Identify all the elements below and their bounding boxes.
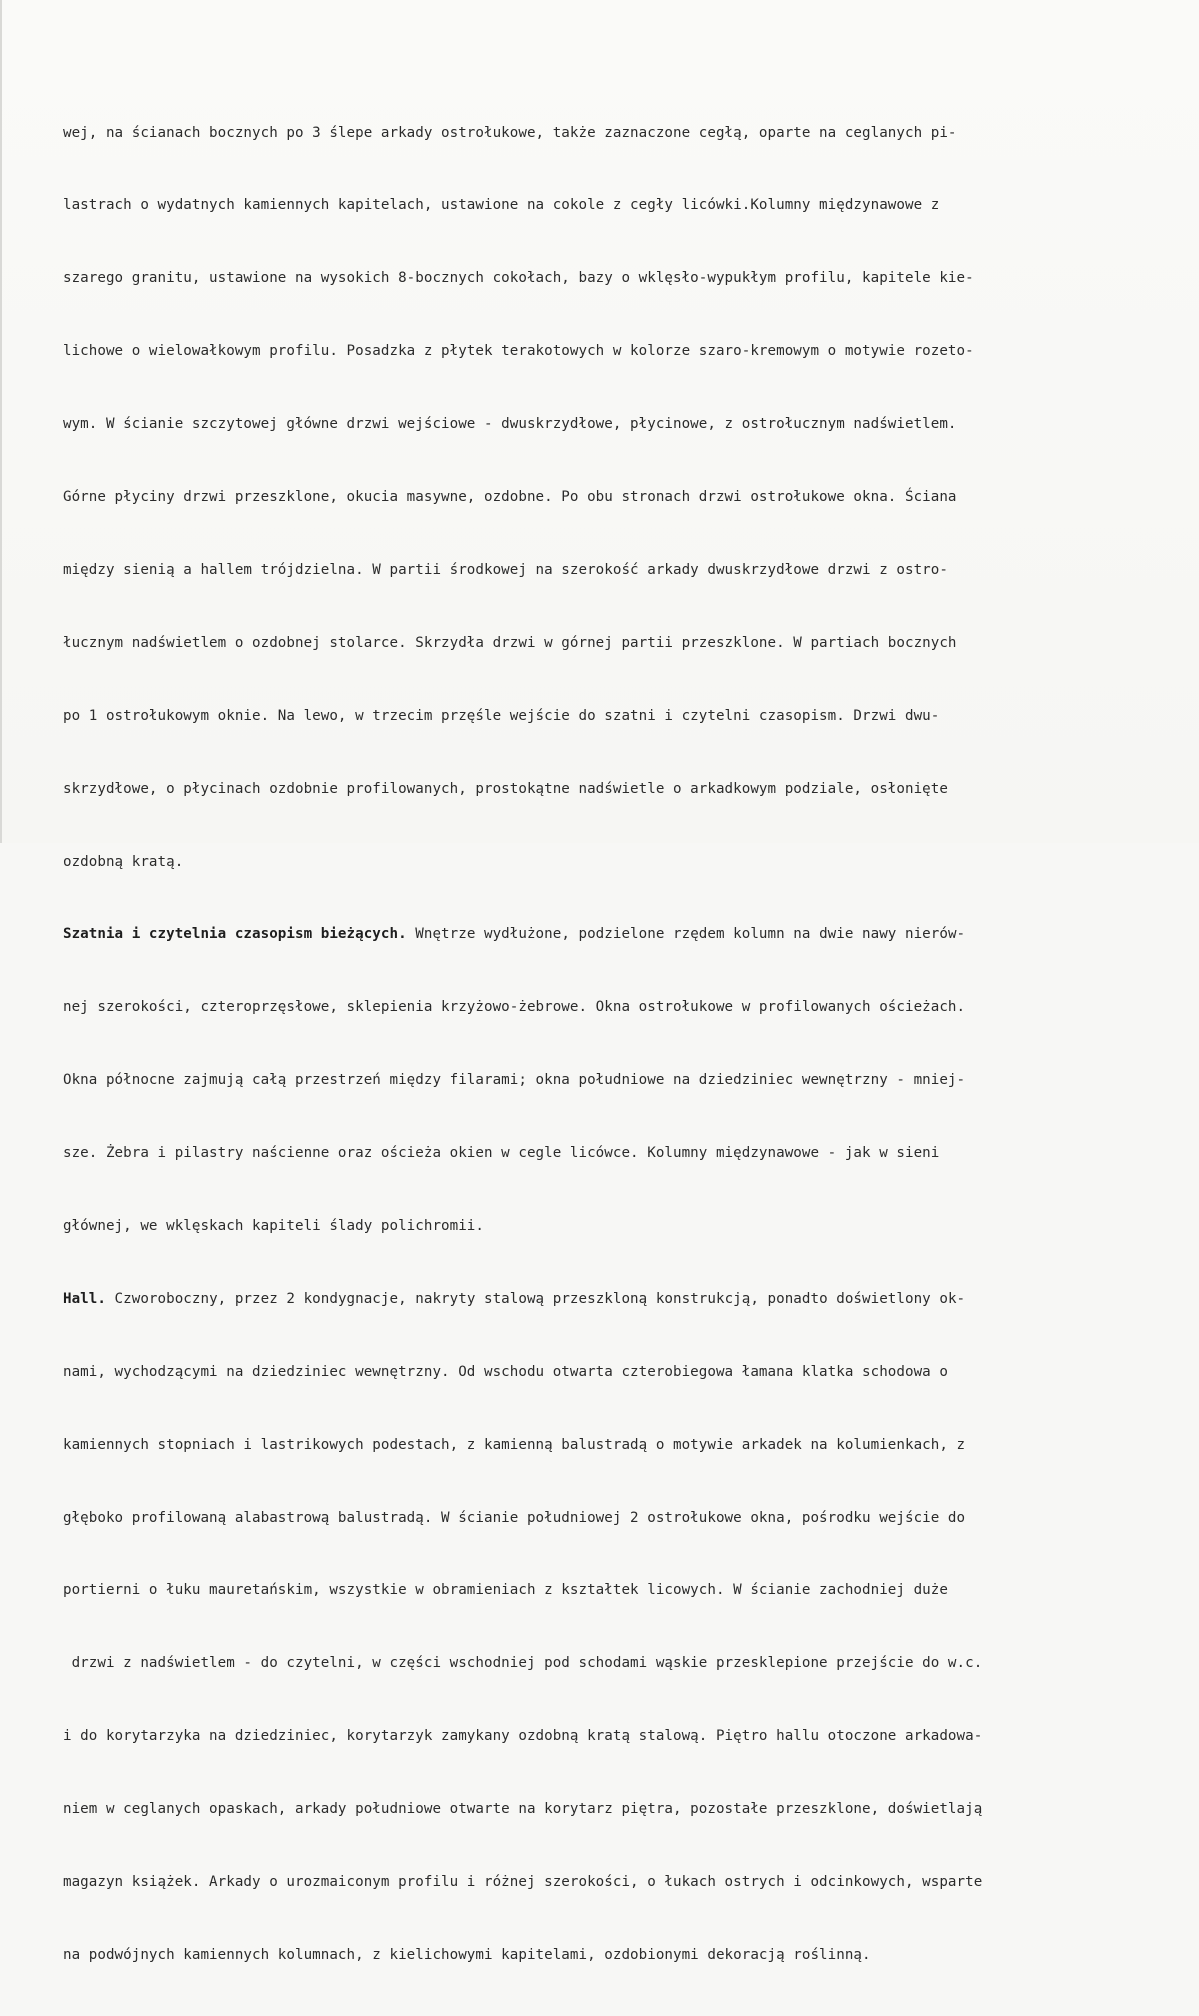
section-text: Wnętrze wydłużone, podzielone rzędem kolumn na dwie nawy nierów- [406, 926, 966, 943]
section-text: Czworoboczny, przez 2 kondygnacje, nakryty stalową przeszkloną konstrukcją, ponadto doświetlony ok- [105, 1290, 966, 1307]
text-line: wej, na ścianach bocznych po 3 ślepe arkady ostrołukowe, także zaznaczone cegłą, oparte na ceglanych pi- [63, 124, 957, 141]
text-line: po 1 ostrołukowym oknie. Na lewo, w trzecim przęśle wejście do szatni i czytelni czasopism. Drzwi dwu- [63, 707, 940, 724]
section-heading-hall: Hall. [63, 1290, 106, 1307]
text-line: Górne płyciny drzwi przeszklone, okucia masywne, ozdobne. Po obu stronach drzwi ostrołukowe okna. Ściana [63, 489, 957, 506]
text-line: nami, wychodzącymi na dziedziniec wewnętrzny. Od wschodu otwarta czterobiegowa łamana klatka schodowa o [63, 1363, 948, 1380]
text-line: wym. W ścianie szczytowej główne drzwi wejściowe - dwuskrzydłowe, płycinowe, z ostrołucznym nadświetlem. [63, 416, 957, 433]
text-line: drzwi z nadświetlem - do czytelni, w części wschodniej pod schodami wąskie przesklepione przejście do w.c. [63, 1655, 983, 1672]
text-line: lastrach o wydatnych kamiennych kapitelach, ustawione na cokole z cegły licówki.Kolumny międzynawowe z [63, 197, 940, 214]
text-line: między sienią a hallem trójdzielna. W partii środkowej na szerokość arkady dwuskrzydłowe drzwi z ostro- [63, 561, 948, 578]
section-heading-szatnia: Szatnia i czytelnia czasopism bieżących. [63, 926, 407, 943]
text-line: nej szerokości, czteroprzęsłowe, sklepienia krzyżowo-żebrowe. Okna ostrołukowe w profilowanych ościeżach. [63, 999, 966, 1016]
text-line: głęboko profilowaną alabastrową balustradą. W ścianie południowej 2 ostrołukowe okna, pośrodku wejście do [63, 1509, 966, 1526]
text-line: kamiennych stopniach i lastrikowych podestach, z kamienną balustradą o motywie arkadek na kolumienkach, z [63, 1436, 966, 1453]
text-line: skrzydłowe, o płycinach ozdobnie profilowanych, prostokątne nadświetle o arkadkowym podziale, osłonięte [63, 780, 948, 797]
text-line: portierni o łuku mauretańskim, wszystkie w obramieniach z kształtek licowych. W ścianie zachodniej duże [63, 1582, 948, 1599]
text-line: głównej, we wklęskach kapiteli ślady polichromii. [63, 1217, 484, 1234]
text-line: i do korytarzyka na dziedziniec, korytarzyk zamykany ozdobną kratą stalową. Piętro hallu otoczone arkadowa- [63, 1728, 983, 1745]
text-line: sze. Żebra i pilastry naścienne oraz ościeża okien w cegle licówce. Kolumny międzynawowe - jak w sieni [63, 1145, 940, 1162]
text-line: ozdobną kratą. [63, 853, 184, 870]
text-line: szarego granitu, ustawione na wysokich 8-bocznych cokołach, bazy o wklęsło-wypukłym profilu, kapitele kie- [63, 270, 974, 287]
document-body [63, 72, 1173, 2016]
text-line: na podwójnych kamiennych kolumnach, z kielichowymi kapitelami, ozdobionymi dekoracją roślinną. [63, 1946, 871, 1963]
section-heading-line [63, 922, 1173, 946]
text-line: lichowe o wielowałkowym profilu. Posadzka z płytek terakotowych w kolorze szaro-kremowym o motywie rozeto- [63, 343, 974, 360]
text-line: łucznym nadświetlem o ozdobnej stolarce. Skrzydła drzwi w górnej partii przeszklone. W partiach bocznych [63, 634, 957, 651]
text-line: niem w ceglanych opaskach, arkady południowe otwarte na korytarz piętra, pozostałe przeszklone, doświetlają [63, 1801, 983, 1818]
section-heading-line [63, 1287, 1173, 1311]
text-line: magazyn książek. Arkady o urozmaiconym profilu i różnej szerokości, o łukach ostrych i odcinkowych, wsparte [63, 1873, 983, 1890]
text-line: Okna północne zajmują całą przestrzeń między filarami; okna południowe na dziedziniec wewnętrzny - mniej- [63, 1072, 966, 1089]
